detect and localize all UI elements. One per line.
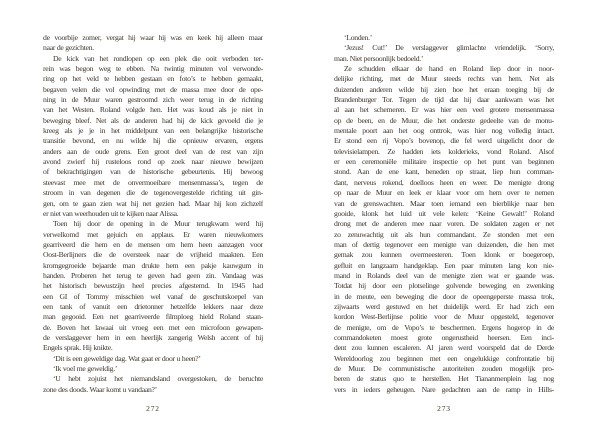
text-line: delijke richting, met de Muur steeds rechts van hem. Net als — [334, 74, 554, 84]
text-line: anders aan de oude grens. Een groot deel van de rest van zijn — [43, 146, 263, 156]
text-line: vers in ieders geheugen. Nare gedachten aan de ramp in Hills- — [334, 384, 554, 394]
text-line: Toen hij door de opening in de Muur terugkwam werd hij — [53, 219, 263, 229]
text-line: ‘Jezus! Cut!’ De verslaggever glimlachte vriendelijk. ‘Sorry, — [344, 43, 554, 53]
text-line: zo zenuwachtig uit als hun commandant. Ze stonden met een — [334, 229, 554, 239]
text-line: dant, nerveus rokend, doelloos heen en weer. De menigte drong — [334, 177, 554, 187]
text-line: er niet van weerhouden uit te kijken naar Alissa. — [43, 208, 179, 218]
page-text-left — [43, 33, 263, 395]
text-line: een GI of Tommy misschien wel vanaf de geschutskoepel van — [43, 291, 263, 301]
text-line: man. Niet persoonlijk bedoeld.’ — [334, 53, 424, 63]
text-line: op de been, en de Muur, die het onderste gedeelte van de monu- — [334, 115, 554, 125]
text-line: handen. Proberen het terug te geven had geen zin. Vandaag was — [43, 270, 263, 280]
page-text-right — [334, 33, 554, 395]
text-line: het historisch bewustzijn heel precies afgestemd. In 1945 had — [43, 281, 263, 291]
text-line: duizenden anderen wilde hij zien hoe het eraan toeging bij de — [334, 84, 554, 94]
text-line: een tank of vanuit een drietonner hetzelfde lekkers naar deze — [43, 301, 263, 311]
text-line: beweging bleef. Net als de anderen had hij de kick gevoeld die je — [43, 115, 263, 125]
text-line: verwelkomd met gejuich en applaus. Er waren nieuwkomers — [43, 229, 263, 239]
text-line: Ze schudden elkaar de hand en Roland liep door in noor- — [344, 64, 554, 74]
text-line: Wereldoorlog zou beginnen met een ongelukkige confrontatie bij — [334, 353, 554, 363]
text-line: op naar de Muur en leek er klaar voor om hem over te nemen — [334, 188, 554, 198]
text-line: of bekrachtigingen van de historische gebeurtenis. Hij bewoog — [43, 167, 263, 177]
text-line: dent zou kunnen escaleren. Al jaren werd voorspeld dat de Derde — [334, 343, 554, 353]
text-line: de. Boven het lawaai uit vroeg een met een microfoon gewapen- — [43, 322, 263, 332]
text-line: drong met de anderen mee naar voren. De soldaten zagen er net — [334, 219, 554, 229]
text-line: de menigte, om de Vopo’s te beschermen. Ergens hogerop in de — [334, 322, 554, 332]
text-line: van de grenswachten. Maar toen iemand een bierblikje naar hen — [334, 198, 554, 208]
text-line: ‘Ik voel me geweldig.’ — [53, 364, 118, 373]
text-line: kreeg als je je in het middelpunt van een belangrijke historische — [43, 126, 263, 136]
text-line: ring op het veld te hebben gestaan en foto’s te hebben gemaakt, — [43, 74, 263, 84]
text-line: de verslaggever hem in een heerlijk zangerig Welsh accent of hij — [43, 332, 263, 342]
text-line: mand in Rolands deel van de menigte zien wat er gaande was. — [334, 270, 554, 280]
text-line: man of dertig tegenover een menigte van duizenden, die hen met — [334, 239, 554, 249]
text-line: al aan het schemeren. Er was hier een veel grotere mensenmassa — [334, 105, 554, 115]
text-line: televisielampen. Ze hadden iets kolderieks, vond Roland. Alsof — [334, 146, 554, 156]
text-line: kromgegroeide bejaarde man drukte hem een pakje kauwgum in — [43, 260, 263, 270]
text-line: Totdat hij door een plotselinge golvende beweging en zwenking — [334, 281, 554, 291]
text-line: transitie bevond, en nu wilde hij die opnieuw ervaren, ergens — [43, 136, 263, 146]
text-line: gen, om te gaan zien wat hij net gezien had. Maar hij kon zichzelf — [43, 198, 263, 208]
text-line: Brandenburger Tor. Tegen de tijd dat hij daar aankwam was het — [334, 95, 554, 105]
text-line: man gegooid. Een net gearriveerde filmploeg hield Roland staan- — [43, 312, 263, 322]
page-number-right: 273 — [437, 404, 451, 414]
text-line: de Muur. De communistische autoriteiten zouden mogelijk pro- — [334, 364, 554, 373]
book-page-left — [43, 33, 263, 413]
text-line: de voorbije zomer, vergat hij waar hij was en keek hij alleen maar — [43, 33, 263, 42]
text-line: rein was begon weg te ebben. Na twintig minuten vol verwonde- — [43, 64, 263, 74]
text-line: gemak zou kunnen overmeesteren. Toen klonk er boegeroep, — [334, 250, 554, 260]
text-line: Er stond een rij Vopo’s bovenop, die fel werd uitgelicht door de — [334, 136, 554, 146]
text-line: naar de gezichten. — [43, 43, 94, 53]
text-line: Oost-Berlijners die de oversteek naar de vrijheid maakten. Een — [43, 250, 263, 260]
text-line: van het Westen. Roland volgde hen. Het was koud als je niet in — [43, 105, 263, 115]
text-line: gooide, klonk het luid uit vele kelen: ‘Keine Gewalt!’ Roland — [334, 208, 554, 218]
text-line: in de meute, een beweging die door de opeengeperste massa trok, — [334, 291, 554, 301]
text-line: er een ceremoniële militaire inspectie op het punt van beginnen — [334, 157, 554, 167]
text-line: commandoketen moest grote ongerustheid heersen. Een inci- — [334, 332, 554, 342]
text-line: ning in de Muur waren gestroomd zich weer terug in de richting — [43, 95, 263, 105]
text-line: De kick van het rondlopen op een plek die ooit verboden ter- — [53, 53, 263, 63]
text-line: mentale poort aan het oog onttrok, was hier nog volledig intact. — [334, 126, 554, 136]
text-line: ‘Londen.’ — [344, 33, 373, 42]
text-line: gearriveerd die hem en de mensen om hem heen aanzagen voor — [43, 239, 263, 249]
text-line: zone des doods. Waar komt u vandaan?’ — [43, 384, 157, 394]
text-line: kordon West-Berlijnse politie voor de Muur opgesteld, tegenover — [334, 312, 554, 322]
text-line: avond zwierf hij rusteloos rond op zoek naar nieuwe bewijzen — [43, 157, 263, 167]
text-line: begaven velen die vol opwinding met de massa mee door de ope- — [43, 84, 263, 94]
page-number-left: 272 — [146, 404, 160, 414]
text-line: ‘U hebt zojuist het niemandsland overgestoken, de beruchte — [53, 374, 263, 384]
text-line: zijwaarts werd gestuwd en het duidelijk werd. Er had zich een — [334, 301, 554, 311]
text-line: stroom in van degenen die de tegenovergestelde richting uit gin- — [43, 188, 263, 198]
text-line: ‘Dit is een geweldige dag. Wat gaat er door u heen?’ — [53, 353, 201, 363]
text-line: beren de status quo te herstellen. Het Tiananmenplein lag nog — [334, 374, 554, 384]
text-line: Engels sprak. Hij knikte. — [43, 343, 113, 353]
book-page-right — [334, 33, 554, 413]
text-line: steevast mee met de onvermoeibare mensenmassa’s, tegen de — [43, 177, 263, 187]
text-line: gefluit en langzaam handgeklap. Een paar minuten lang kon nie- — [334, 260, 554, 270]
text-line: stond. Aan de ene kant, beneden op straat, liep hun comman- — [334, 167, 554, 177]
